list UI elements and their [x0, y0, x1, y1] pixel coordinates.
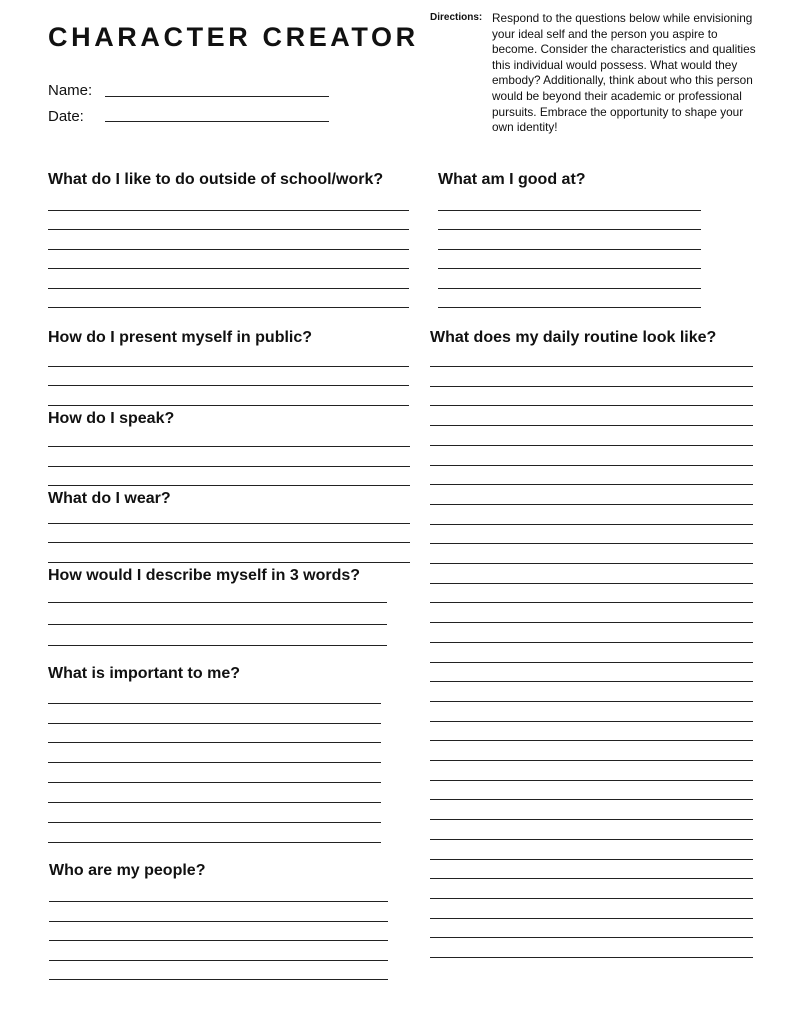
answer-line-daily-routine-30[interactable]: [430, 937, 753, 938]
answer-line-outside-school-5[interactable]: [48, 288, 409, 289]
answer-line-outside-school-6[interactable]: [48, 307, 409, 308]
answer-line-daily-routine-12[interactable]: [430, 583, 753, 584]
answer-line-present-public-1[interactable]: [48, 366, 409, 367]
answer-line-daily-routine-31[interactable]: [430, 957, 753, 958]
name-line[interactable]: [105, 96, 329, 97]
answer-line-daily-routine-28[interactable]: [430, 898, 753, 899]
answer-line-daily-routine-11[interactable]: [430, 563, 753, 564]
answer-line-daily-routine-23[interactable]: [430, 799, 753, 800]
question-people: Who are my people?: [49, 862, 206, 879]
answer-line-daily-routine-29[interactable]: [430, 918, 753, 919]
question-important: What is important to me?: [48, 665, 240, 682]
answer-line-daily-routine-17[interactable]: [430, 681, 753, 682]
answer-line-daily-routine-16[interactable]: [430, 662, 753, 663]
answer-line-people-2[interactable]: [49, 921, 388, 922]
answer-line-wear-3[interactable]: [48, 562, 410, 563]
answer-line-daily-routine-24[interactable]: [430, 819, 753, 820]
answer-line-daily-routine-19[interactable]: [430, 721, 753, 722]
answer-line-daily-routine-1[interactable]: [430, 366, 753, 367]
answer-line-important-3[interactable]: [48, 742, 381, 743]
answer-line-daily-routine-5[interactable]: [430, 445, 753, 446]
answer-line-good-at-1[interactable]: [438, 210, 701, 211]
question-outside-school: What do I like to do outside of school/work?: [48, 171, 384, 188]
answer-line-daily-routine-18[interactable]: [430, 701, 753, 702]
question-good-at: What am I good at?: [438, 171, 586, 188]
answer-line-wear-1[interactable]: [48, 523, 410, 524]
answer-line-three-words-1[interactable]: [48, 602, 387, 603]
directions-text: Respond to the questions below while envisioning your ideal self and the person you aspire to become. Consider the characteristics and qualities this individual would possess. What would they embody? Additionally, think about who this person would be beyond their academic or professional pursuits. Embrace the opportunity to shape your own identity!: [492, 11, 756, 135]
directions-label: Directions:: [430, 12, 483, 23]
answer-line-daily-routine-6[interactable]: [430, 465, 753, 466]
answer-line-good-at-6[interactable]: [438, 307, 701, 308]
answer-line-daily-routine-26[interactable]: [430, 859, 753, 860]
answer-line-daily-routine-20[interactable]: [430, 740, 753, 741]
answer-line-people-5[interactable]: [49, 979, 388, 980]
answer-line-daily-routine-3[interactable]: [430, 405, 753, 406]
answer-line-important-7[interactable]: [48, 822, 381, 823]
answer-line-people-3[interactable]: [49, 940, 388, 941]
answer-line-good-at-2[interactable]: [438, 229, 701, 230]
answer-line-important-4[interactable]: [48, 762, 381, 763]
answer-line-daily-routine-22[interactable]: [430, 780, 753, 781]
answer-line-daily-routine-9[interactable]: [430, 524, 753, 525]
answer-line-people-1[interactable]: [49, 901, 388, 902]
answer-line-three-words-3[interactable]: [48, 645, 387, 646]
answer-line-important-8[interactable]: [48, 842, 381, 843]
answer-line-daily-routine-15[interactable]: [430, 642, 753, 643]
question-daily-routine: What does my daily routine look like?: [430, 329, 717, 346]
answer-line-wear-2[interactable]: [48, 542, 410, 543]
answer-line-speak-1[interactable]: [48, 446, 410, 447]
answer-line-three-words-2[interactable]: [48, 624, 387, 625]
answer-line-daily-routine-10[interactable]: [430, 543, 753, 544]
answer-line-outside-school-4[interactable]: [48, 268, 409, 269]
page-title: CHARACTER CREATOR: [48, 22, 419, 52]
answer-line-daily-routine-27[interactable]: [430, 878, 753, 879]
answer-line-outside-school-1[interactable]: [48, 210, 409, 211]
date-label: Date:: [48, 108, 84, 125]
answer-line-important-2[interactable]: [48, 723, 381, 724]
answer-line-outside-school-2[interactable]: [48, 229, 409, 230]
answer-line-important-5[interactable]: [48, 782, 381, 783]
answer-line-daily-routine-8[interactable]: [430, 504, 753, 505]
question-present-public: How do I present myself in public?: [48, 329, 313, 346]
answer-line-good-at-3[interactable]: [438, 249, 701, 250]
answer-line-present-public-2[interactable]: [48, 385, 409, 386]
answer-line-speak-2[interactable]: [48, 466, 410, 467]
answer-line-daily-routine-4[interactable]: [430, 425, 753, 426]
answer-line-good-at-5[interactable]: [438, 288, 701, 289]
question-wear: What do I wear?: [48, 490, 171, 507]
question-speak: How do I speak?: [48, 410, 175, 427]
answer-line-outside-school-3[interactable]: [48, 249, 409, 250]
answer-line-important-1[interactable]: [48, 703, 381, 704]
answer-line-speak-3[interactable]: [48, 485, 410, 486]
name-label: Name:: [48, 82, 93, 99]
question-three-words: How would I describe myself in 3 words?: [48, 567, 361, 584]
answer-line-daily-routine-21[interactable]: [430, 760, 753, 761]
answer-line-people-4[interactable]: [49, 960, 388, 961]
answer-line-present-public-3[interactable]: [48, 405, 409, 406]
date-line[interactable]: [105, 121, 329, 122]
answer-line-daily-routine-13[interactable]: [430, 602, 753, 603]
answer-line-good-at-4[interactable]: [438, 268, 701, 269]
answer-line-important-6[interactable]: [48, 802, 381, 803]
answer-line-daily-routine-25[interactable]: [430, 839, 753, 840]
answer-line-daily-routine-14[interactable]: [430, 622, 753, 623]
answer-line-daily-routine-7[interactable]: [430, 484, 753, 485]
answer-line-daily-routine-2[interactable]: [430, 386, 753, 387]
